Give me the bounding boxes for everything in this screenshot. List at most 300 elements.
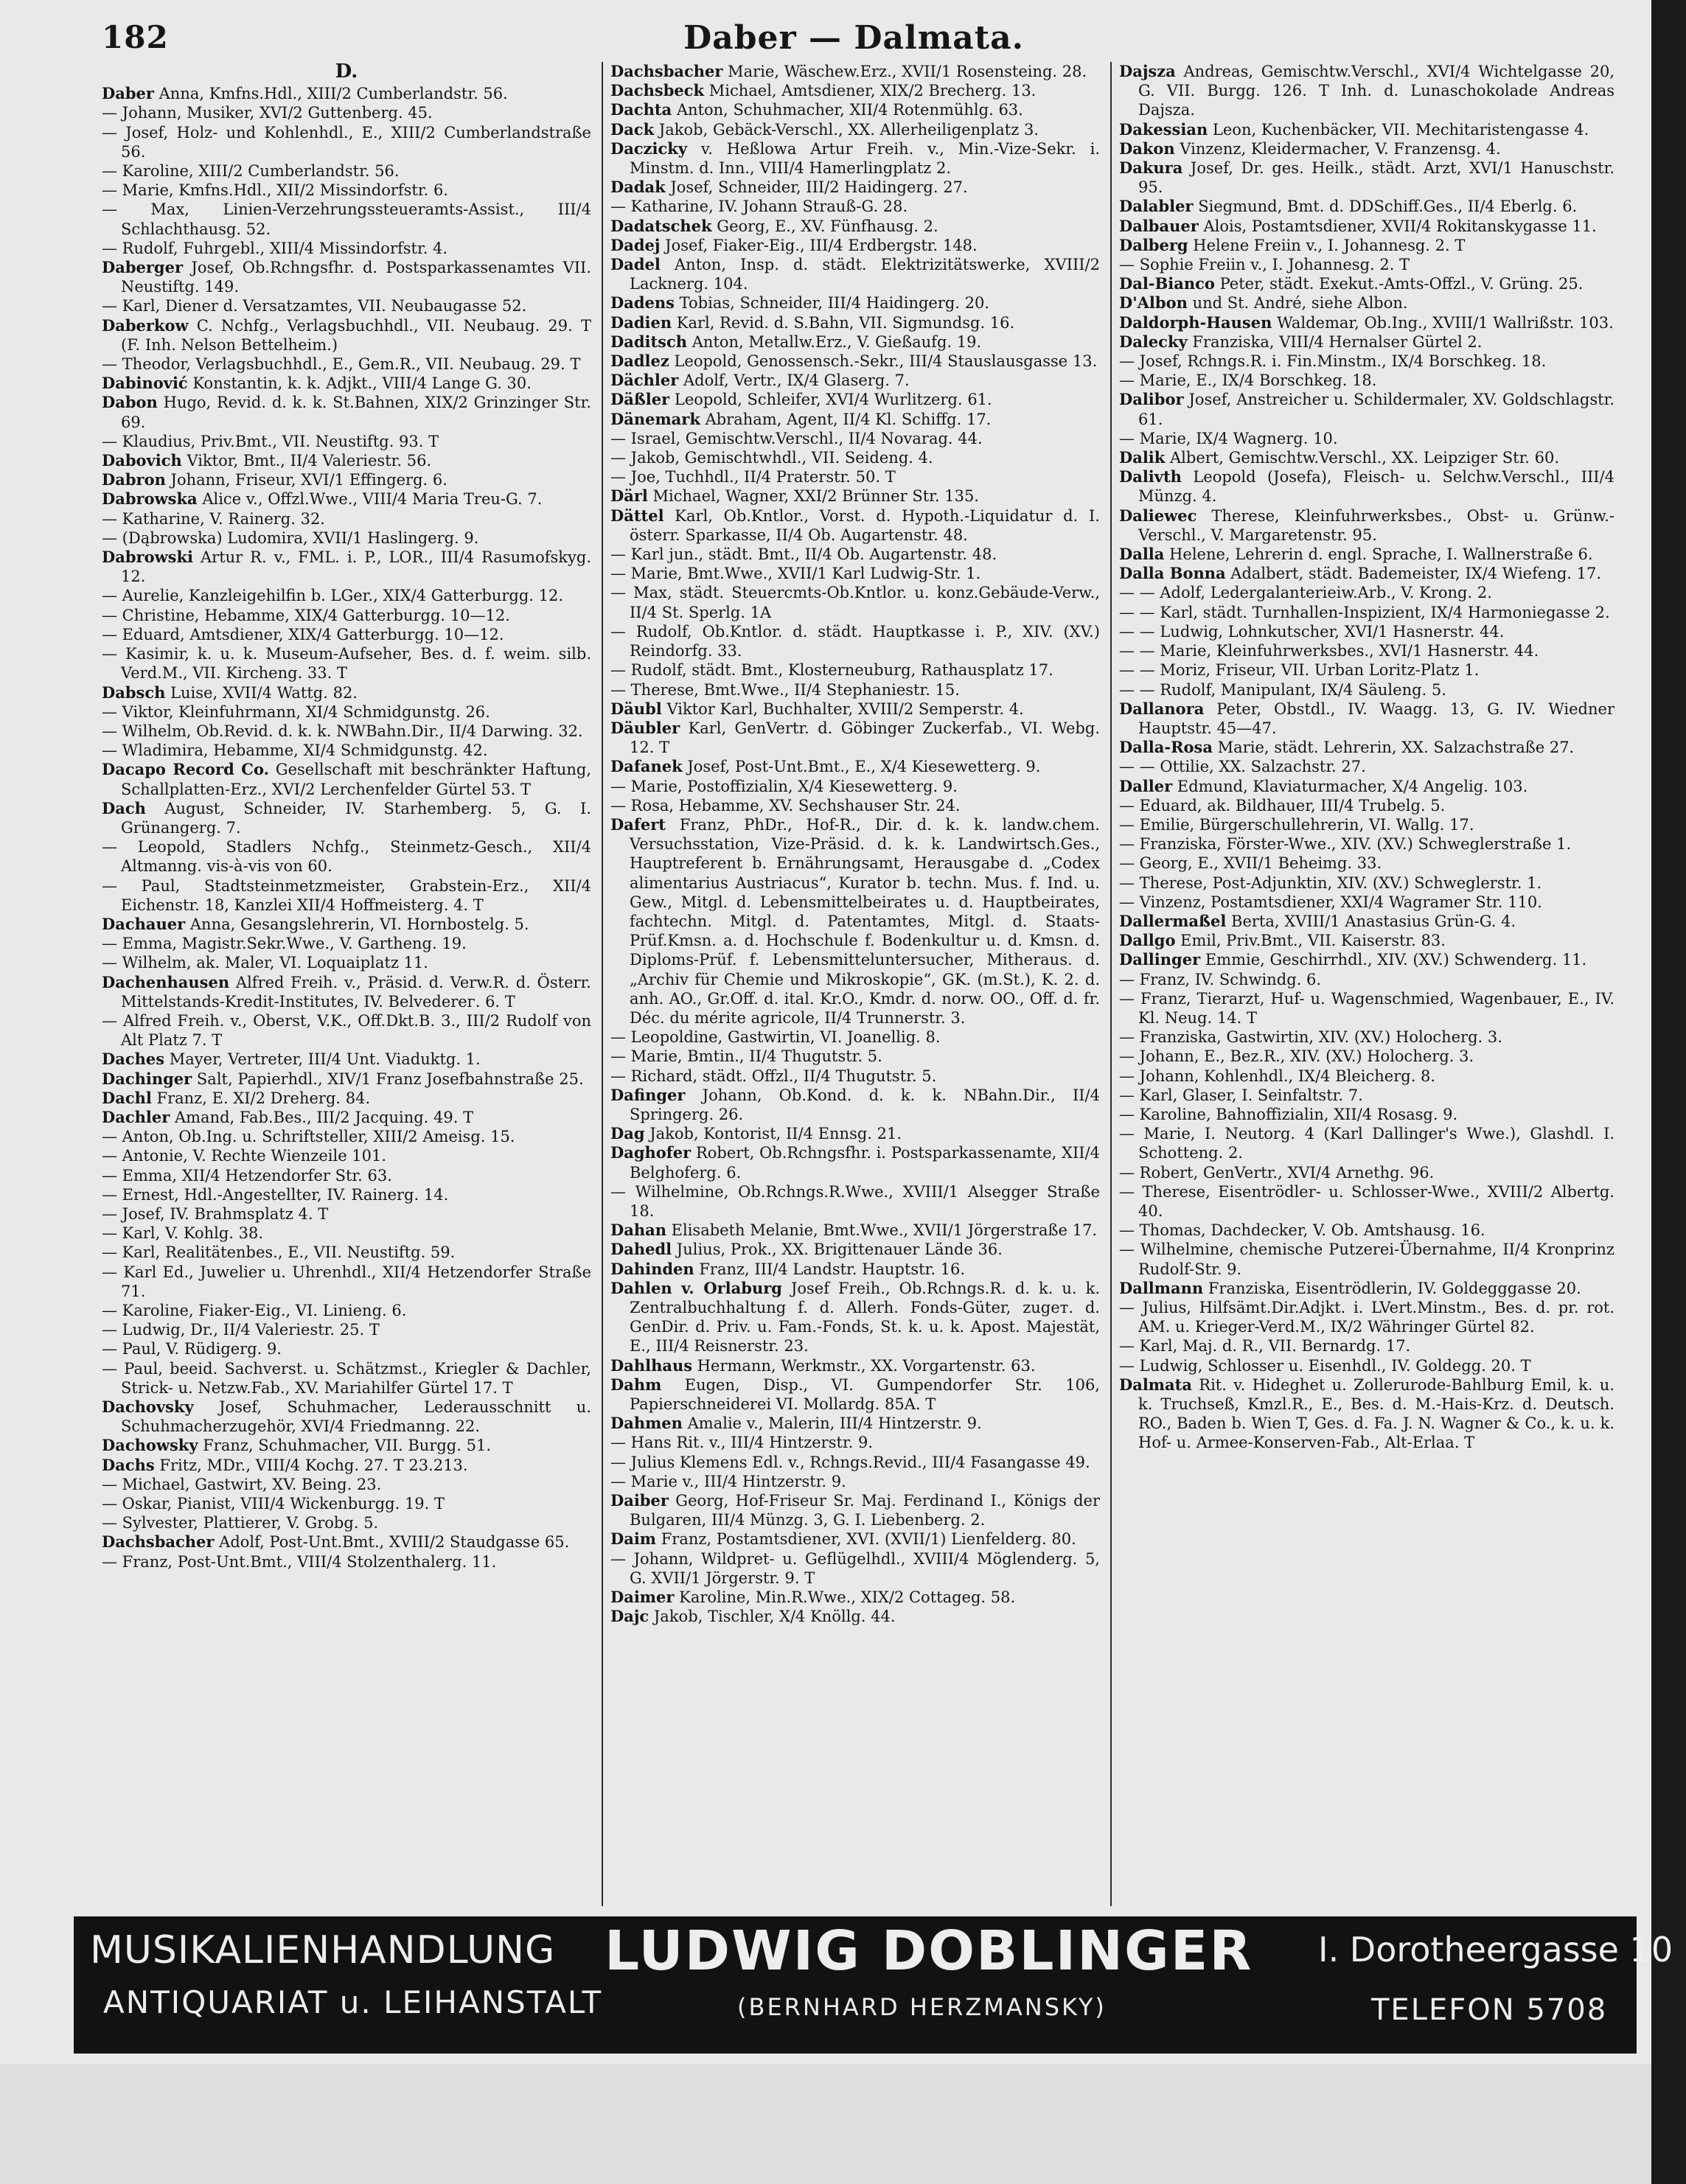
entry-text: Viktor Karl, Buchhalter, XVIII/2 Semperstr. 4. — [666, 699, 1024, 718]
directory-entry — [1119, 757, 1614, 776]
entry-surname: Dahlhaus — [610, 1356, 693, 1375]
entry-text: Franz, Postamtsdiener, XVI. (XVII/1) Lienfelderg. 80. — [661, 1530, 1076, 1549]
directory-entry — [1119, 1067, 1614, 1086]
directory-entry — [102, 702, 591, 722]
directory-entry — [610, 1028, 1100, 1047]
directory-entry — [1119, 796, 1614, 815]
entry-text: Karl, Ob.Kntlor., Vorst. d. Hypoth.-Liquidatur d. I. österr. Sparkasse, II/4 Ob. Augartenstr. 48. — [630, 506, 1100, 544]
directory-entry — [102, 123, 591, 161]
directory-entry — [1119, 1356, 1614, 1375]
directory-entry — [610, 332, 1100, 352]
directory-entry — [102, 1456, 591, 1475]
entry-text: Siegmund, Bmt. d. DDSchiff.Ges., II/4 Eberlg. 6. — [1198, 198, 1578, 216]
directory-entry — [102, 876, 591, 915]
entry-text: Albert, Gemischtw.Verschl., XX. Leipziger Str. 60. — [1170, 449, 1560, 467]
entry-text: Adalbert, städt. Bademeister, IX/4 Wiefeng. 17. — [1230, 565, 1602, 583]
entry-text: Michael, Amtsdiener, XIX/2 Brecherg. 13. — [708, 82, 1037, 100]
directory-entry — [102, 1494, 591, 1513]
ad-shop-name: MUSIKALIENHANDLUNG — [90, 1928, 556, 1972]
entry-text: Karl, Revid. d. S.Bahn, VII. Sigmundsg. 16. — [676, 313, 1015, 332]
directory-entry — [1119, 139, 1614, 158]
directory-entry — [610, 178, 1100, 197]
directory-entry — [1119, 313, 1614, 332]
directory-entry — [102, 528, 591, 548]
directory-entry — [102, 84, 591, 103]
entry-text: — Josef, Holz- und Kohlenhdl., E., XIII/2 Cumberlandstraße 56. — [102, 123, 591, 161]
ad-address: I. Dorotheergasse 10 — [1318, 1930, 1673, 1970]
directory-entry — [102, 393, 591, 431]
directory-entry — [102, 1532, 591, 1552]
directory-entry — [102, 1359, 591, 1398]
entry-text: — Wilhelm, Ob.Revid. d. k. k. NWBahn.Dir., II/4 Darwing. 32. — [102, 722, 583, 740]
directory-entry — [102, 1436, 591, 1455]
entry-text: Josef, Anstreicher u. Schildermaler, XV. Goldschlagstr. 61. — [1138, 391, 1614, 428]
directory-entry — [610, 1549, 1100, 1588]
entry-text: — Franziska, Förster-Wwe., XIV. (XV.) Schweglerstraße 1. — [1119, 835, 1572, 854]
entry-text: Helene, Lehrerin d. engl. Sprache, I. Wallnerstraße 6. — [1169, 545, 1593, 564]
directory-entry — [1119, 120, 1614, 139]
entry-surname: Daditsch — [610, 332, 688, 351]
directory-entry — [610, 293, 1100, 313]
page-header — [102, 19, 1606, 63]
directory-entry — [610, 757, 1100, 776]
entry-text: — Marie, IX/4 Wagnerg. 10. — [1119, 429, 1338, 447]
entry-text: Fritz, MDr., VIII/4 Kochg. 27. T 23.213. — [159, 1456, 468, 1474]
directory-entry — [1119, 873, 1614, 893]
directory-entry — [102, 953, 591, 972]
directory-entry — [1119, 950, 1614, 969]
entry-surname: Dadel — [610, 255, 661, 274]
directory-entry — [610, 448, 1100, 467]
entry-surname: Dalabler — [1119, 197, 1194, 216]
directory-entry — [102, 355, 591, 374]
advertisement-banner — [74, 1916, 1673, 2054]
entry-text: — Israel, Gemischtw.Verschl., II/4 Novarag. 44. — [610, 429, 983, 447]
directory-entry — [610, 255, 1100, 293]
directory-entry — [102, 316, 591, 355]
entry-text: — Christine, Hebamme, XIX/4 Gatterburgg. 10—12. — [102, 606, 510, 624]
entry-text: Karoline, Min.R.Wwe., XIX/2 Cottageg. 58. — [679, 1588, 1016, 1607]
directory-entry — [102, 1204, 591, 1224]
directory-entry — [1119, 255, 1614, 274]
directory-entry — [610, 815, 1100, 1028]
entry-text: — Emilie, Bürgerschullehrerin, VI. Wallg. 17. — [1119, 815, 1474, 834]
directory-entry — [1119, 158, 1614, 197]
directory-entry — [1119, 893, 1614, 912]
directory-entry — [102, 181, 591, 200]
directory-entry — [610, 81, 1100, 100]
entry-text: — Johann, Musiker, XVI/2 Guttenberg. 45. — [102, 104, 433, 122]
entry-text: Salt, Papierhdl., XIV/1 Franz Josefbahnstraße 25. — [196, 1070, 584, 1088]
column-1 — [102, 62, 591, 1906]
directory-entry — [1119, 1105, 1614, 1124]
entry-surname: Dachenhausen — [102, 972, 230, 991]
entry-surname: Dächler — [610, 371, 679, 390]
entry-surname: Dabrowski — [102, 548, 194, 567]
directory-entry — [610, 583, 1100, 621]
entry-text: Leon, Kuchenbäcker, VII. Mechitaristengasse 4. — [1212, 120, 1589, 139]
entry-text: — Emma, Magistr.Sekr.Wwe., V. Gartheng. 19. — [102, 935, 467, 953]
entry-text: Josef, Schneider, III/2 Haidingerg. 27. — [670, 178, 968, 197]
entry-surname: Dalberg — [1119, 235, 1188, 254]
entry-text: Josef Freih., Ob.Rchngs.R. d. k. u. k. Zentralbuchhaltung f. d. Allerh. Fonds-Güter, zugeт. d. GenDir. d. Priv. u. Fam.-Fonds, St. k. u. k. Apost. Majestät, E., III/4 Reisnerstr. 23. — [630, 1279, 1100, 1356]
directory-entry — [1119, 1124, 1614, 1162]
directory-entry — [1119, 583, 1614, 602]
directory-entry — [610, 139, 1100, 178]
entry-text: Berta, XVIII/1 Anastasius Grün-G. 4. — [1231, 912, 1516, 930]
entry-surname: Dachsbacher — [102, 1532, 215, 1552]
entry-text: Jakob, Tischler, X/4 Knöllg. 44. — [653, 1608, 896, 1626]
entry-text: Johann, Ob.Kond. d. k. k. NBahn.Dir., II/4 Springerg. 26. — [630, 1086, 1100, 1123]
entry-surname: Daberkow — [102, 315, 189, 335]
directory-entry — [1119, 1086, 1614, 1105]
entry-text: Jakob, Kontorist, II/4 Ennsg. 21. — [649, 1125, 902, 1143]
directory-entry — [1119, 506, 1614, 545]
entry-text: Vinzenz, Kleidermacher, V. Franzensg. 4. — [1180, 139, 1501, 158]
column-divider — [1110, 62, 1112, 1906]
directory-entry — [610, 467, 1100, 486]
entry-text: — Thomas, Dachdecker, V. Ob. Amtshausg. 16. — [1119, 1221, 1485, 1240]
entry-text: — Leopold, Stadlers Nchfg., Steinmetz-Gesch., XII/4 Altmanng. vis-à-vis von 60. — [102, 838, 591, 876]
entry-text: Viktor, Bmt., II/4 Valeriestr. 56. — [187, 452, 432, 470]
directory-entry — [610, 197, 1100, 216]
entry-text: v. Heßlowa Artur Freih. v., Min.-Vize-Sekr. i. Minstm. d. Inn., VIII/4 Hamerlingplatz 2. — [630, 139, 1100, 178]
entry-text: Alfred Freih. v., Präsid. d. Verw.R. d. Österr. Mittelstands-Kredit-Institutes, IV. Belvederег. 6. T — [121, 973, 591, 1011]
entry-text: Anna, Kmfns.Hdl., XIII/2 Cumberlandstr. 56. — [159, 85, 508, 103]
entry-surname: Dachta — [610, 100, 672, 119]
entry-surname: Dänemark — [610, 409, 700, 428]
entry-surname: Dadak — [610, 178, 666, 197]
entry-text: Gesellschaft mit beschränkter Haftung, Schallplatten-Erz., XVI/2 Lerchenfelder Gürtel 53. T — [121, 761, 591, 798]
entry-text: — Karoline, Fiaker-Eig., VI. Linieng. 6. — [102, 1302, 407, 1319]
entry-text: — Karoline, Bahnoffizialin, XII/4 Rosasg. 9. — [1119, 1105, 1458, 1123]
entry-surname: Dakon — [1119, 139, 1175, 158]
entry-surname: Dalibor — [1119, 390, 1184, 409]
directory-entry — [1119, 390, 1614, 428]
entry-text: — Rosa, Hebamme, XV. Sechshauser Str. 24. — [610, 796, 961, 814]
entry-surname: Dalecky — [1119, 332, 1188, 351]
entry-text: Leopold, Schleifer, XVI/4 Wurlitzerg. 61. — [674, 391, 992, 409]
entry-text: Amalie v., Malerin, III/4 Hintzerstr. 9. — [687, 1414, 982, 1433]
entry-text: Franziska, Eisentrödlerin, IV. Goldegggasse 20. — [1208, 1279, 1581, 1297]
directory-entry — [102, 1070, 591, 1089]
entry-surname: Däßler — [610, 390, 670, 409]
entry-text: — Julius Klemens Edl. v., Rchngs.Revid., III/4 Fasangasse 49. — [610, 1453, 1090, 1471]
entry-text: — Wilhelmine, chemische Putzerei-Übernahme, II/4 Kronprinz Rudolf-Str. 9. — [1119, 1241, 1614, 1278]
directory-entry — [1119, 564, 1614, 583]
directory-entry — [610, 680, 1100, 699]
entry-surname: Dajsza — [1119, 62, 1176, 80]
entry-text: Peter, Obstdl., IV. Waagg. 13, G. IV. Wiedner Hauptstr. 45—47. — [1138, 699, 1614, 737]
entry-surname: Dallinger — [1119, 950, 1201, 969]
entry-surname: Dachowsky — [102, 1436, 198, 1455]
running-title: Daber — Dalmata. — [683, 19, 1024, 57]
directory-entry — [1119, 660, 1614, 680]
entry-surname: Dacapo Record Co. — [102, 760, 269, 779]
entry-surname: Dahlen v. Orlaburg — [610, 1278, 782, 1297]
directory-entry — [1119, 1298, 1614, 1336]
entry-text: Franz, Schuhmacher, VII. Burgg. 51. — [203, 1437, 491, 1455]
entry-text: — Viktor, Kleinfuhrmann, XI/4 Schmidgunstg. 26. — [102, 702, 490, 721]
entry-text: Franz, E. XI/2 Dreherg. 84. — [156, 1089, 371, 1107]
directory-entry — [1119, 777, 1614, 796]
directory-entry — [102, 1475, 591, 1494]
directory-entry — [102, 161, 591, 181]
ad-owner-name: LUDWIG DOBLINGER — [605, 1919, 1253, 1983]
entry-text: Anton, Metallw.Erz., V. Gießaufg. 19. — [692, 332, 982, 351]
entry-surname: Dallanora — [1119, 699, 1205, 718]
entry-text: — Marie, Kmfns.Hdl., XII/2 Missindorfstr. 6. — [102, 181, 448, 200]
entry-surname: Dafanek — [610, 757, 683, 776]
entry-text: — Marie, Bmtin., II/4 Thugutstr. 5. — [610, 1047, 882, 1066]
entry-surname: Dadens — [610, 293, 675, 313]
entry-text: — — Marie, Kleinfuhrwerksbes., XVI/1 Hasnerstr. 44. — [1119, 642, 1539, 660]
entry-surname: Dabrowska — [102, 489, 198, 509]
entry-text: — Paul, Stadtsteinmetzmeister, Grabstein-Erz., XII/4 Eichenstr. 18, Kanzlei XII/4 Hoffmeisterg. 4. T — [102, 876, 591, 914]
entry-text: — Sophie Freiin v., I. Johannesg. 2. T — [1119, 256, 1410, 274]
entry-surname: Däubler — [610, 718, 680, 737]
entry-text: Hermann, Werkmstr., XX. Vorgartenstr. 63. — [697, 1356, 1036, 1375]
directory-entry — [610, 236, 1100, 255]
entry-surname: Dalbauer — [1119, 216, 1199, 235]
directory-entry — [610, 486, 1100, 506]
directory-entry — [102, 799, 591, 837]
entry-text: Marie, städt. Lehrerin, XX. Salzachstraße 27. — [1217, 739, 1575, 757]
directory-entry — [1119, 1163, 1614, 1182]
directory-entry — [102, 606, 591, 625]
entry-text: — Theodor, Verlagsbuchhdl., E., Gem.R., VII. Neubaug. 29. T — [102, 355, 581, 374]
entry-surname: Dalla-Rosa — [1119, 738, 1213, 757]
directory-entry — [610, 429, 1100, 448]
directory-entry — [610, 62, 1100, 81]
directory-entry — [102, 1513, 591, 1532]
entry-text: Georg, Hof-Friseur Sr. Maj. Ferdinand I., Königs der Bulgaren, III/4 Münzg. 3, G. I. Liebenberg. 2. — [630, 1492, 1100, 1529]
entry-text: — Marie, I. Neutorg. 4 (Karl Dallinger's Wwe.), Glashdl. I. Schotteng. 2. — [1119, 1125, 1614, 1162]
entry-text: — Marie, Bmt.Wwe., XVII/1 Karl Ludwig-Str. 1. — [610, 565, 981, 583]
entry-text: Eugen, Disp., VI. Gumpendorfer Str. 106, Papierschneiderei VI. Mollardg. 85A. T — [630, 1375, 1100, 1414]
entry-text: — Franz, IV. Schwindg. 6. — [1119, 970, 1322, 988]
directory-entry — [102, 915, 591, 934]
directory-entry — [1119, 197, 1614, 216]
entry-text: — Jakob, Gemischtwhdl., VII. Seideng. 4. — [610, 449, 933, 467]
entry-text: Rit. v. Hideghet u. Zollerurode-Bahlburg Emil, k. u. k. Truchseß, Kmzl.R., E., Bes. d. M.-Hais-Krz. d. Deutsch. RO., Baden b. Wien T, Ges. d. Fa. J. N. Wagner & Co., k. u. k. Hof- u. Armee-Konserven-Fab., Alt-Erlaa. T — [1138, 1375, 1614, 1452]
entry-text: — — Ludwig, Lohnkutscher, XVI/1 Hasnerstr. 44. — [1119, 622, 1505, 641]
entry-text: Therese, Kleinfuhrwerksbes., Obst- u. Grünw.-Verschl., V. Margaretenstr. 95. — [1138, 506, 1614, 544]
entry-columns — [102, 62, 1620, 1906]
entry-surname: Dallermaßel — [1119, 911, 1227, 930]
entry-text: Karl, GenVertr. d. Göbinger Zuckerfab., VI. Webg. 12. T — [630, 719, 1100, 757]
entry-surname: Daimer — [610, 1588, 675, 1607]
entry-text: — Oskar, Pianist, VIII/4 Wickenburgg. 19. T — [102, 1495, 445, 1513]
entry-text: — Therese, Post-Adjunktin, XIV. (XV.) Schweglerstr. 1. — [1119, 873, 1542, 892]
entry-surname: Daller — [1119, 776, 1173, 795]
entry-text: — Therese, Eisentrödler- u. Schlosser-Wwe., XVIII/2 Albertg. 40. — [1119, 1182, 1614, 1220]
entry-surname: Dahan — [610, 1221, 666, 1240]
entry-text: — Marie, E., IX/4 Borschkeg. 18. — [1119, 371, 1377, 390]
entry-surname: Daliewec — [1119, 506, 1197, 525]
directory-entry — [102, 258, 591, 296]
entry-text: — Aurelie, Kanzleigehilfin b. LGer., XIX/4 Gatterburgg. 12. — [102, 587, 564, 605]
directory-entry — [610, 1607, 1100, 1626]
entry-text: Peter, städt. Exekut.-Amts-Offzl., V. Grüng. 25. — [1219, 275, 1584, 293]
entry-surname: Dalmata — [1119, 1375, 1192, 1394]
entry-surname: Dachovsky — [102, 1398, 194, 1417]
entry-text: — Wilhelm, ak. Maler, VI. Loquaiplatz 11. — [102, 954, 428, 972]
entry-text: — Emma, XII/4 Hetzendorfer Str. 63. — [102, 1166, 392, 1185]
directory-entry — [102, 432, 591, 451]
directory-entry — [1119, 699, 1614, 738]
directory-entry — [610, 1433, 1100, 1452]
directory-entry — [102, 1185, 591, 1204]
entry-text: — Karl jun., städt. Bmt., II/4 Ob. Augartenstr. 48. — [610, 545, 997, 564]
entry-text: — Joe, Tuchhdl., II/4 Praterstr. 50. T — [610, 468, 896, 486]
entry-surname: Dallmann — [1119, 1278, 1204, 1297]
directory-entry — [102, 470, 591, 489]
directory-entry — [1119, 62, 1614, 120]
directory-entry — [102, 489, 591, 509]
entry-surname: Dadej — [610, 235, 661, 254]
entry-text: — Leopoldine, Gastwirtin, VI. Joanellig. 8. — [610, 1028, 941, 1047]
entry-text: — Georg, E., XVII/1 Beheimg. 33. — [1119, 854, 1382, 873]
entry-text: — — Moriz, Friseur, VII. Urban Loritz-Platz 1. — [1119, 661, 1480, 680]
entry-surname: Dahmen — [610, 1414, 683, 1433]
directory-entry — [1119, 815, 1614, 834]
entry-text: — Karl Ed., Juwelier u. Uhrenhdl., XII/4 Hetzendorfer Straße 71. — [102, 1263, 591, 1300]
entry-text: — Wladimira, Hebamme, XI/4 Schmidgunstg. 42. — [102, 742, 488, 760]
book-spine-edge — [1651, 0, 1686, 2184]
entry-surname: Dag — [610, 1124, 645, 1143]
directory-entry — [102, 837, 591, 876]
entry-text: Josef, Dr. ges. Heilk., städt. Arzt, XVI/1 Hanuschstr. 95. — [1138, 159, 1614, 197]
entry-surname: Dajc — [610, 1607, 649, 1626]
directory-entry — [610, 660, 1100, 680]
directory-entry — [610, 1221, 1100, 1240]
entry-surname: Daghofer — [610, 1143, 692, 1162]
directory-entry — [1119, 236, 1614, 255]
directory-entry — [102, 200, 591, 238]
entry-text: Helene Freiin v., I. Johannesg. 2. T — [1193, 236, 1466, 254]
entry-surname: Daiber — [610, 1491, 669, 1510]
entry-surname: Dachsbeck — [610, 81, 705, 100]
entry-surname: Dakessian — [1119, 119, 1208, 139]
entry-surname: Dabinović — [102, 374, 188, 393]
directory-entry — [1119, 912, 1614, 931]
entry-surname: Daches — [102, 1050, 165, 1069]
entry-text: — — Karl, städt. Turnhallen-Inspizient, IX/4 Harmoniegasse 2. — [1119, 603, 1610, 621]
directory-entry — [610, 1143, 1100, 1182]
entry-text: — Julius, Hilfsämt.Dir.Adjkt. i. LVert.Minstm., Bes. d. pr. rot. AM. u. Krieger-Verd.M., IX/2 Währinger Gürtel 82. — [1119, 1299, 1614, 1336]
entry-text: — Karl, Realitätenbes., E., VII. Neustiftg. 59. — [102, 1243, 456, 1262]
directory-entry — [610, 217, 1100, 236]
entry-text: Leopold, Genossensch.-Sekr., III/4 Stauslausgasse 13. — [674, 352, 1098, 371]
entry-surname: Dabsch — [102, 683, 166, 702]
entry-surname: Dachsbacher — [610, 62, 723, 80]
directory-entry — [102, 1320, 591, 1339]
entry-text: — Paul, beeid. Sachverst. u. Schätzmst., Kriegler & Dachler, Strick- u. Netzw.Fab., XV. Mariahilfer Gürtel 17. T — [102, 1359, 591, 1397]
directory-entry — [610, 1067, 1100, 1086]
directory-entry — [102, 1011, 591, 1050]
entry-text: Andreas, Gemischtw.Verschl., XVI/4 Wichtelgasse 20, G. VII. Burgg. 126. T Inh. d. Lunaschokolade Andreas Dajsza. — [1138, 63, 1614, 119]
entry-text: Johann, Friseur, XVI/1 Effingerg. 6. — [170, 471, 447, 489]
entry-surname: Dachs — [102, 1455, 155, 1474]
entry-text: — Katharine, IV. Johann Strauß-G. 28. — [610, 198, 908, 216]
entry-text: C. Nchfg., Verlagsbuchhdl., VII. Neubaug. 29. T (F. Inh. Nelson Bettelheim.) — [121, 316, 591, 354]
entry-text: — Alfred Freih. v., Oberst, V.K., Off.Dkt.B. 3., III/2 Rudolf von Alt Platz 7. T — [102, 1011, 591, 1050]
entry-text: — Josef, IV. Brahmsplatz 4. T — [102, 1204, 329, 1223]
entry-surname: Dahm — [610, 1375, 662, 1394]
entry-surname: Daberger — [102, 258, 184, 277]
entry-text: Josef, Fiaker-Eig., III/4 Erdbergstr. 148. — [665, 236, 978, 254]
ad-phone: TELEFON 5708 — [1371, 1993, 1608, 2027]
directory-entry — [610, 1086, 1100, 1124]
entry-text: Alois, Postamtsdiener, XVII/4 Rokitanskygasse 11. — [1203, 217, 1597, 235]
entry-text: Adolf, Post-Unt.Bmt., XVIII/2 Staudgasse 65. — [219, 1533, 570, 1552]
directory-entry — [102, 103, 591, 122]
directory-entry — [102, 741, 591, 760]
entry-text: — Katharine, V. Rainerg. 32. — [102, 509, 325, 528]
directory-entry — [610, 777, 1100, 796]
ad-branch: (BERNHARD HERZMANSKY) — [737, 1993, 1107, 2021]
entry-text: und St. André, siehe Albon. — [1192, 294, 1408, 313]
directory-entry — [610, 719, 1100, 757]
directory-entry — [102, 1339, 591, 1358]
section-letter: D. — [335, 62, 358, 83]
entry-surname: Daldorph-Hausen — [1119, 313, 1272, 332]
entry-surname: Dalik — [1119, 448, 1166, 467]
entry-text: — Vinzenz, Postamtsdiener, XXI/4 Wagramer Str. 110. — [1119, 893, 1542, 911]
page-bottom-margin — [0, 2064, 1651, 2184]
directory-entry — [102, 1108, 591, 1127]
directory-entry — [1119, 545, 1614, 564]
directory-entry — [610, 1491, 1100, 1529]
entry-text: Franziska, VIII/4 Hernalser Gürtel 2. — [1192, 332, 1483, 351]
entry-text: Jakob, Gebäck-Verschl., XX. Allerheiligenplatz 3. — [658, 120, 1039, 139]
directory-entry — [1119, 989, 1614, 1028]
directory-entry — [610, 1260, 1100, 1279]
entry-text: — Eduard, ak. Bildhauer, III/4 Trubelg. 5. — [1119, 796, 1446, 814]
directory-entry — [610, 1472, 1100, 1491]
directory-entry — [102, 1166, 591, 1185]
directory-entry — [1119, 680, 1614, 699]
entry-text: — — Adolf, Ledergalanterieiw.Arb., V. Krong. 2. — [1119, 584, 1492, 602]
entry-surname: D'Albon — [1119, 293, 1188, 313]
entry-surname: Dafinger — [610, 1085, 686, 1104]
directory-entry — [610, 1047, 1100, 1066]
entry-text: Josef, Post-Unt.Bmt., E., X/4 Kiesewetterg. 9. — [687, 758, 1041, 776]
entry-text: — Michael, Gastwirt, XV. Being. 23. — [102, 1475, 382, 1493]
directory-entry — [1119, 448, 1614, 467]
directory-entry — [102, 1243, 591, 1262]
directory-entry — [1119, 1047, 1614, 1066]
directory-entry — [102, 374, 591, 393]
entry-text: Josef, Ob.Rchngsfhr. d. Postsparkassenamtes VII. Neustiftg. 149. — [121, 259, 591, 296]
directory-entry — [610, 622, 1100, 660]
entry-text: Waldemar, Ob.Ing., XVIII/1 Wallrißstr. 103. — [1277, 313, 1614, 332]
entry-text: — Franziska, Gastwirtin, XIV. (XV.) Holocherg. 3. — [1119, 1028, 1502, 1047]
ad-subtitle: ANTIQUARIAT u. LEIHANSTALT — [103, 1984, 603, 2020]
entry-surname: Därl — [610, 486, 648, 506]
entry-text: Anna, Gesangslehrerin, VI. Hornbostelg. 5. — [189, 915, 529, 933]
directory-entry — [102, 1050, 591, 1069]
directory-entry — [610, 564, 1100, 583]
entry-text: — Eduard, Amtsdiener, XIX/4 Gatterburgg. 10—12. — [102, 625, 504, 643]
entry-surname: Dalivth — [1119, 467, 1182, 486]
entry-text: — Kasimir, k. u. k. Museum-Aufseher, Bes. d. f. weim. silb. Verd.M., VII. Kircheng. 33. T — [102, 645, 591, 683]
directory-entry — [610, 699, 1100, 719]
entry-text: — Franz, Post-Unt.Bmt., VIII/4 Stolzenthalerg. 11. — [102, 1552, 497, 1571]
directory-entry — [1119, 641, 1614, 660]
directory-entry — [102, 973, 591, 1011]
